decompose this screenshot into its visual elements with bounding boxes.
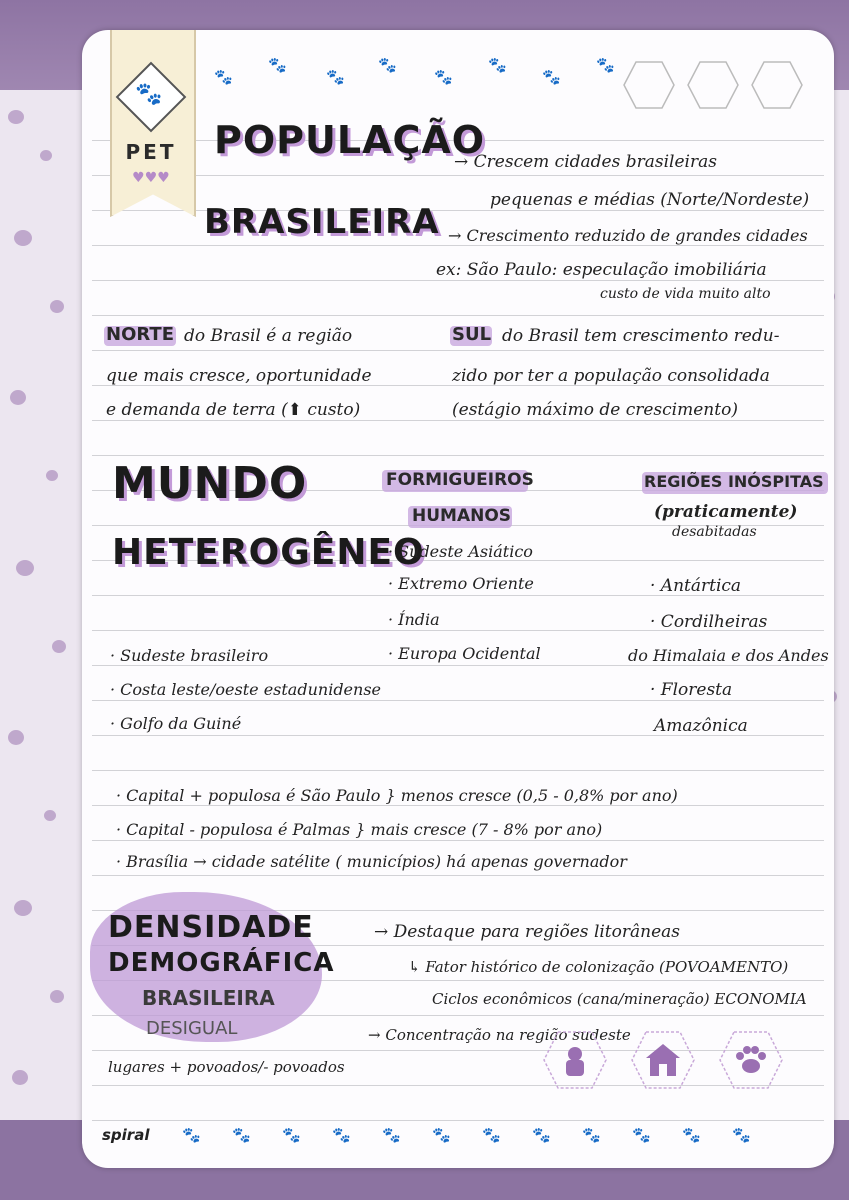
formigueiro-item: · Sudeste Asiático xyxy=(388,542,533,561)
norte-line: e demanda de terra (⬆ custo) xyxy=(106,400,361,420)
paw-icon: 🐾 xyxy=(596,56,615,74)
formigueiro-item: · Extremo Oriente xyxy=(388,574,534,593)
notebook-page xyxy=(82,30,834,1168)
paw-icon: 🐾 xyxy=(542,68,561,86)
title-brasileira-small: BRASILEIRA xyxy=(142,986,275,1010)
paw-icon: 🐾 xyxy=(282,1126,301,1144)
capital-line: · Capital + populosa é São Paulo } menos cresce (0,5 - 0,8% por ano) xyxy=(116,786,678,805)
norte-line: do Brasil é a região xyxy=(184,326,353,346)
inospita-item: Amazônica xyxy=(654,716,748,736)
paw-icon: 🐾 xyxy=(532,1126,551,1144)
inospita-item: · Antártica xyxy=(650,576,742,596)
paw-icon: 🐾 xyxy=(488,56,507,74)
paw-icon: 🐾 xyxy=(232,1126,251,1144)
dog-icon xyxy=(542,1030,608,1090)
header-note: → Crescimento reduzido de grandes cidades xyxy=(448,226,808,245)
paw-icon: 🐾 xyxy=(732,1126,751,1144)
title-demografica: DEMOGRÁFICA xyxy=(108,948,335,978)
header-note: pequenas e médias (Norte/Nordeste) xyxy=(490,190,810,210)
sul-lead: SUL xyxy=(452,324,492,345)
header-note: ex: São Paulo: especulação imobiliária xyxy=(436,260,767,280)
paw-icon: 🐾 xyxy=(182,1126,201,1144)
paw-icon: 🐾 xyxy=(326,68,345,86)
title-heterogeneo: HETEROGÊNEO xyxy=(112,532,425,573)
hearts-icon: ♥♥♥ xyxy=(132,170,170,186)
densidade-note: Ciclos econômicos (cana/mineração) ECONOMIA xyxy=(432,990,807,1008)
paw-icon: 🐾 xyxy=(332,1126,351,1144)
left-item: · Costa leste/oeste estadunidense xyxy=(110,680,382,699)
inospita-item: · Floresta xyxy=(650,680,733,700)
formigueiro-item: · Índia xyxy=(388,610,440,629)
title-densidade: DENSIDADE xyxy=(108,910,314,945)
title-mundo: MUNDO xyxy=(112,458,308,509)
hexagon-box[interactable] xyxy=(622,58,676,112)
brand-logo: spiral xyxy=(102,1126,150,1144)
title-brasileira: BRASILEIRA xyxy=(204,202,440,242)
sul-line: (estágio máximo de crescimento) xyxy=(452,400,738,420)
title-desigual: DESIGUAL xyxy=(146,1018,238,1039)
paw-icon: 🐾 xyxy=(135,82,163,107)
inospita-item: do Himalaia e dos Andes xyxy=(628,646,829,665)
densidade-bottom-note: lugares + povoados/- povoados xyxy=(108,1058,345,1076)
paw-icon: 🐾 xyxy=(482,1126,501,1144)
hexagon-box[interactable] xyxy=(686,58,740,112)
capital-line: · Brasília → cidade satélite ( municípios) há apenas governador xyxy=(116,852,627,871)
praticamente-label: (praticamente) xyxy=(654,502,798,522)
humanos-title: HUMANOS xyxy=(412,506,512,526)
hexagon-box[interactable] xyxy=(750,58,804,112)
capital-line: · Capital - populosa é Palmas } mais cresce (7 - 8% por ano) xyxy=(116,820,603,839)
ribbon-label: PET xyxy=(125,140,177,164)
left-item: · Golfo da Guiné xyxy=(110,714,242,733)
desabitadas-label: desabitadas xyxy=(672,524,757,540)
paw-icon: 🐾 xyxy=(268,56,287,74)
paw-icon: 🐾 xyxy=(432,1126,451,1144)
paw-icon xyxy=(718,1030,784,1090)
inospita-item: · Cordilheiras xyxy=(650,612,768,632)
paw-icon: 🐾 xyxy=(632,1126,651,1144)
formigueiro-item: · Europa Ocidental xyxy=(388,644,541,663)
densidade-note: → Concentração na região sudeste xyxy=(368,1026,631,1044)
header-note: → Crescem cidades brasileiras xyxy=(454,152,717,172)
regioes-inospitas-title: REGIÕES INÓSPITAS xyxy=(644,472,824,491)
paw-icon: 🐾 xyxy=(382,1126,401,1144)
doghouse-icon xyxy=(630,1030,696,1090)
paw-icon: 🐾 xyxy=(682,1126,701,1144)
paw-icon: 🐾 xyxy=(214,68,233,86)
paw-icon: 🐾 xyxy=(582,1126,601,1144)
norte-lead: NORTE xyxy=(106,324,174,345)
densidade-note: ↳ Fator histórico de colonização (POVOAMENTO) xyxy=(408,958,789,976)
left-paw-pattern xyxy=(0,90,95,1120)
norte-line: que mais cresce, oportunidade xyxy=(106,366,372,386)
formigueiros-title: FORMIGUEIROS xyxy=(386,470,534,490)
title-populacao: POPULAÇÃO xyxy=(214,118,486,162)
sul-line: do Brasil tem crescimento redu- xyxy=(502,326,780,346)
left-item: · Sudeste brasileiro xyxy=(110,646,269,665)
paw-icon: 🐾 xyxy=(378,56,397,74)
paw-icon: 🐾 xyxy=(434,68,453,86)
sul-line: zido por ter a população consolidada xyxy=(452,366,770,386)
densidade-note: → Destaque para regiões litorâneas xyxy=(374,922,681,942)
header-note: custo de vida muito alto xyxy=(600,286,771,302)
